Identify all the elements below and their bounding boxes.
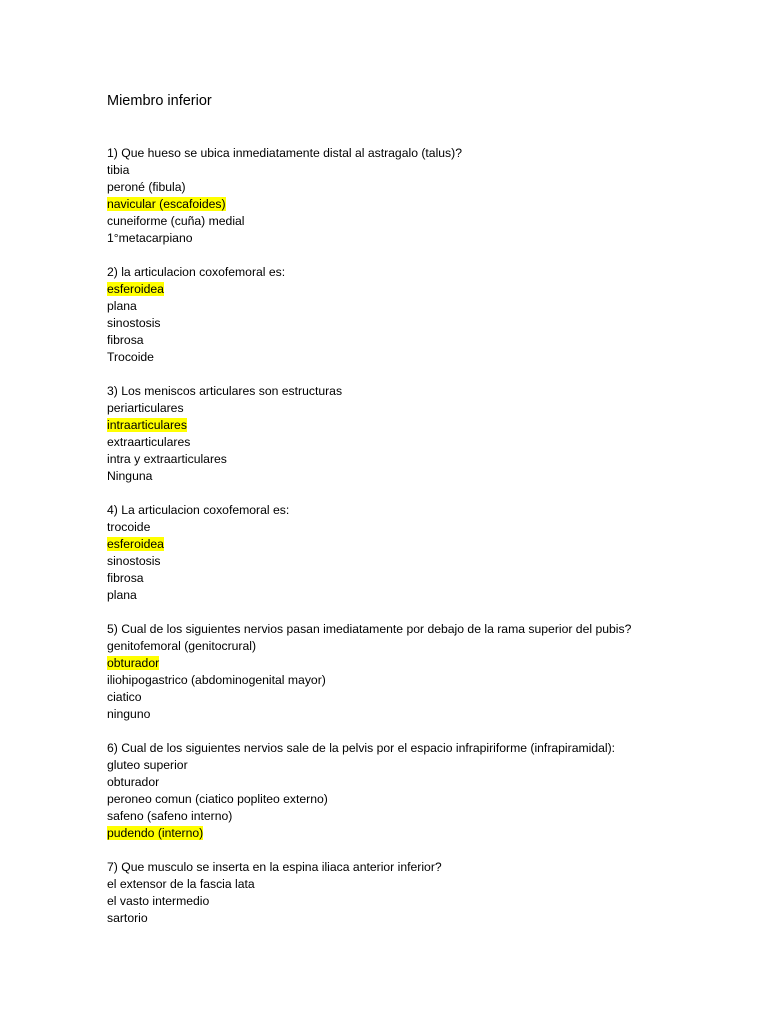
answer-option <box>107 332 747 349</box>
answer-option-highlighted <box>107 825 747 842</box>
highlighted-answer-text: obturador <box>107 656 160 670</box>
answer-text: periarticulares <box>107 401 184 415</box>
answer-text: fibrosa <box>107 571 144 585</box>
answer-text: plana <box>107 588 137 602</box>
answer-option <box>107 162 747 179</box>
answer-text: ciatico <box>107 690 142 704</box>
answer-option <box>107 910 747 927</box>
answer-option <box>107 349 747 366</box>
answer-option <box>107 689 747 706</box>
answer-option <box>107 893 747 910</box>
highlighted-answer-text: navicular (escafoides) <box>107 197 226 211</box>
answer-text: sinostosis <box>107 316 161 330</box>
question-list <box>107 145 747 944</box>
answer-text: peroné (fibula) <box>107 180 186 194</box>
answer-option <box>107 434 747 451</box>
question-block <box>107 383 747 485</box>
highlighted-answer-text: esferoidea <box>107 537 164 551</box>
answer-text: sartorio <box>107 911 148 925</box>
answer-text: iliohipogastrico (abdominogenital mayor) <box>107 673 326 687</box>
answer-text: plana <box>107 299 137 313</box>
answer-option-highlighted <box>107 536 747 553</box>
answer-text: sinostosis <box>107 554 161 568</box>
question-block <box>107 621 747 723</box>
answer-option <box>107 179 747 196</box>
answer-option <box>107 553 747 570</box>
answer-text: fibrosa <box>107 333 144 347</box>
answer-option-highlighted <box>107 417 747 434</box>
answer-option <box>107 298 747 315</box>
question-prompt: 6) Cual de los siguientes nervios sale de la pelvis por el espacio infrapiriforme (infrapiramidal): <box>107 741 616 755</box>
answer-option <box>107 570 747 587</box>
answer-text: el vasto intermedio <box>107 894 210 908</box>
answer-option <box>107 451 747 468</box>
answer-text: 1°metacarpiano <box>107 231 193 245</box>
answer-option <box>107 791 747 808</box>
answer-option <box>107 876 747 893</box>
answer-option <box>107 519 747 536</box>
answer-text: cuneiforme (cuña) medial <box>107 214 245 228</box>
question-prompt: 7) Que musculo se inserta en la espina iliaca anterior inferior? <box>107 860 442 874</box>
answer-text: ninguno <box>107 707 151 721</box>
answer-option <box>107 587 747 604</box>
answer-text: peroneo comun (ciatico popliteo externo) <box>107 792 328 806</box>
highlighted-answer-text: pudendo (interno) <box>107 826 204 840</box>
answer-option <box>107 774 747 791</box>
question-prompt: 3) Los meniscos articulares son estructuras <box>107 384 343 398</box>
highlighted-answer-text: esferoidea <box>107 282 164 296</box>
answer-option <box>107 706 747 723</box>
answer-option <box>107 400 747 417</box>
page-title: Miembro inferior <box>107 93 212 109</box>
question-block <box>107 264 747 366</box>
answer-option <box>107 638 747 655</box>
answer-text: genitofemoral (genitocrural) <box>107 639 257 653</box>
answer-option-highlighted <box>107 281 747 298</box>
question-prompt: 5) Cual de los siguientes nervios pasan imediatamente por debajo de la rama superior del pubis? <box>107 622 632 636</box>
answer-option <box>107 808 747 825</box>
answer-text: gluteo superior <box>107 758 188 772</box>
question-block <box>107 502 747 604</box>
answer-option <box>107 213 747 230</box>
answer-text: obturador <box>107 775 160 789</box>
answer-option-highlighted <box>107 196 747 213</box>
answer-option <box>107 230 747 247</box>
answer-option <box>107 757 747 774</box>
highlighted-answer-text: intraarticulares <box>107 418 187 432</box>
answer-option <box>107 468 747 485</box>
question-block <box>107 145 747 247</box>
question-block <box>107 859 747 927</box>
answer-text: intra y extraarticulares <box>107 452 227 466</box>
answer-text: Ninguna <box>107 469 153 483</box>
answer-option <box>107 315 747 332</box>
answer-text: tibia <box>107 163 130 177</box>
answer-option <box>107 672 747 689</box>
answer-text: el extensor de la fascia lata <box>107 877 255 891</box>
answer-text: trocoide <box>107 520 151 534</box>
answer-text: Trocoide <box>107 350 154 364</box>
answer-option-highlighted <box>107 655 747 672</box>
question-prompt: 4) La articulacion coxofemoral es: <box>107 503 290 517</box>
question-prompt: 2) la articulacion coxofemoral es: <box>107 265 286 279</box>
question-prompt: 1) Que hueso se ubica inmediatamente distal al astragalo (talus)? <box>107 146 462 160</box>
question-block <box>107 740 747 842</box>
answer-text: extraarticulares <box>107 435 191 449</box>
answer-text: safeno (safeno interno) <box>107 809 233 823</box>
